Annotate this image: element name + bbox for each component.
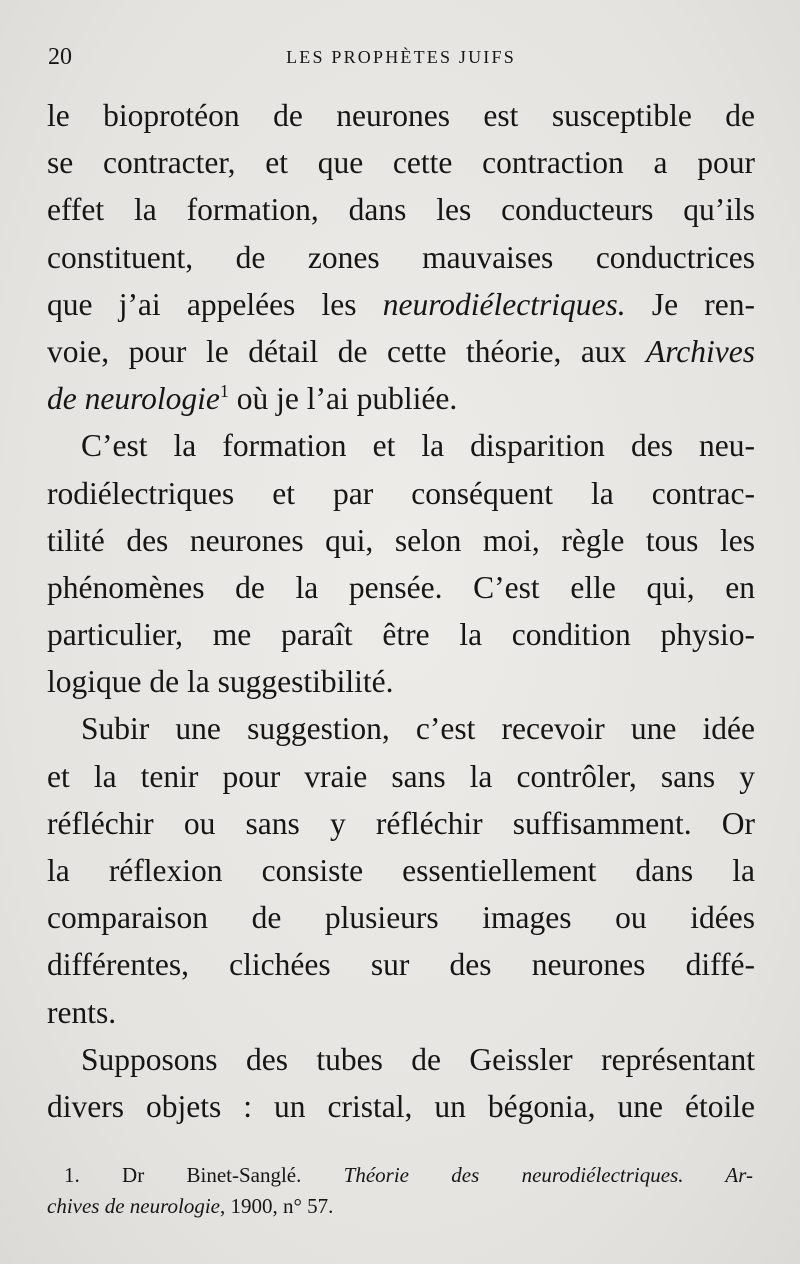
footnote-line: [47, 1160, 753, 1191]
text-run: la réflexion consiste essentiellement dans la: [47, 853, 755, 888]
italic-text: de neurologie: [47, 381, 220, 417]
text-line: [47, 281, 755, 328]
text-line: [47, 517, 755, 564]
text-run: logique de la suggestibilité.: [47, 664, 394, 700]
italic-text: Archives: [645, 333, 755, 369]
text-line: [47, 658, 755, 705]
text-run: le bioprotéon de neurones est susceptible de: [47, 98, 755, 133]
text-run: que j’ai appelées les: [47, 286, 383, 322]
text-line: [47, 941, 755, 988]
text-run: divers objets : un cristal, un bégonia, une étoile: [47, 1088, 755, 1124]
text-line: [47, 894, 755, 941]
page-number: 20: [48, 44, 72, 70]
text-run: et la tenir pour vraie sans la contrôler, sans y: [47, 758, 755, 794]
text-run: 1. Dr Binet-Sanglé.: [64, 1163, 344, 1187]
running-head: [48, 42, 754, 72]
text-line: [47, 92, 755, 139]
text-run: se contracter, et que cette contraction a pour: [47, 145, 755, 181]
text-line: [47, 564, 755, 611]
text-run: différentes, clichées sur des neurones diffé-: [47, 947, 755, 983]
text-line: [47, 139, 755, 186]
text-run: voie, pour le détail de cette théorie, aux: [47, 333, 646, 369]
text-run: rents.: [47, 994, 117, 1030]
text-run: , 1900, n° 57.: [220, 1194, 334, 1218]
text-line: [47, 989, 755, 1036]
text-line: [47, 1083, 755, 1130]
text-run: comparaison de plusieurs images ou idées: [47, 900, 755, 936]
text-line: [47, 422, 755, 469]
text-line: [47, 753, 755, 800]
text-line: [47, 375, 755, 422]
text-run: particulier, me paraît être la condition physio-: [47, 617, 755, 653]
footnote: [47, 1160, 753, 1222]
text-line: [47, 1036, 755, 1083]
text-line: [47, 800, 755, 847]
text-run: Je ren-: [625, 286, 755, 322]
text-run: effet la formation, dans les conducteurs qu’ils: [47, 192, 755, 228]
text-line: [47, 470, 755, 517]
text-line: [47, 328, 755, 375]
text-line: [47, 847, 755, 894]
text-line: [47, 705, 755, 752]
text-run: phénomènes de la pensée. C’est elle qui, en: [47, 569, 755, 605]
text-run: Supposons des tubes de Geissler représentant: [81, 1041, 755, 1077]
text-line: [47, 186, 755, 233]
text-line: [47, 234, 755, 281]
text-run: rodiélectriques et par conséquent la contrac-: [47, 475, 755, 511]
footnote-marker: 1: [219, 381, 229, 402]
text-run: constituent, de zones mauvaises conductrices: [47, 239, 755, 275]
footnote-line: [47, 1191, 753, 1222]
text-run: C’est la formation et la disparition des neu-: [81, 428, 755, 464]
body-text: [47, 92, 755, 1130]
text-run: réfléchir ou sans y réfléchir suffisamment. Or: [47, 805, 755, 841]
text-line: [47, 611, 755, 658]
text-run: Subir une suggestion, c’est recevoir une idée: [81, 711, 755, 747]
text-run: où je l’ai publiée.: [228, 381, 458, 417]
text-run: tilité des neurones qui, selon moi, règle tous les: [47, 522, 755, 558]
italic-text: neurodiélectriques.: [382, 286, 626, 322]
running-title: LES PROPHÈTES JUIFS: [286, 47, 516, 67]
italic-text: chives de neurologie: [47, 1194, 220, 1218]
italic-text: Théorie des neurodiélectriques. Ar-: [343, 1163, 753, 1187]
